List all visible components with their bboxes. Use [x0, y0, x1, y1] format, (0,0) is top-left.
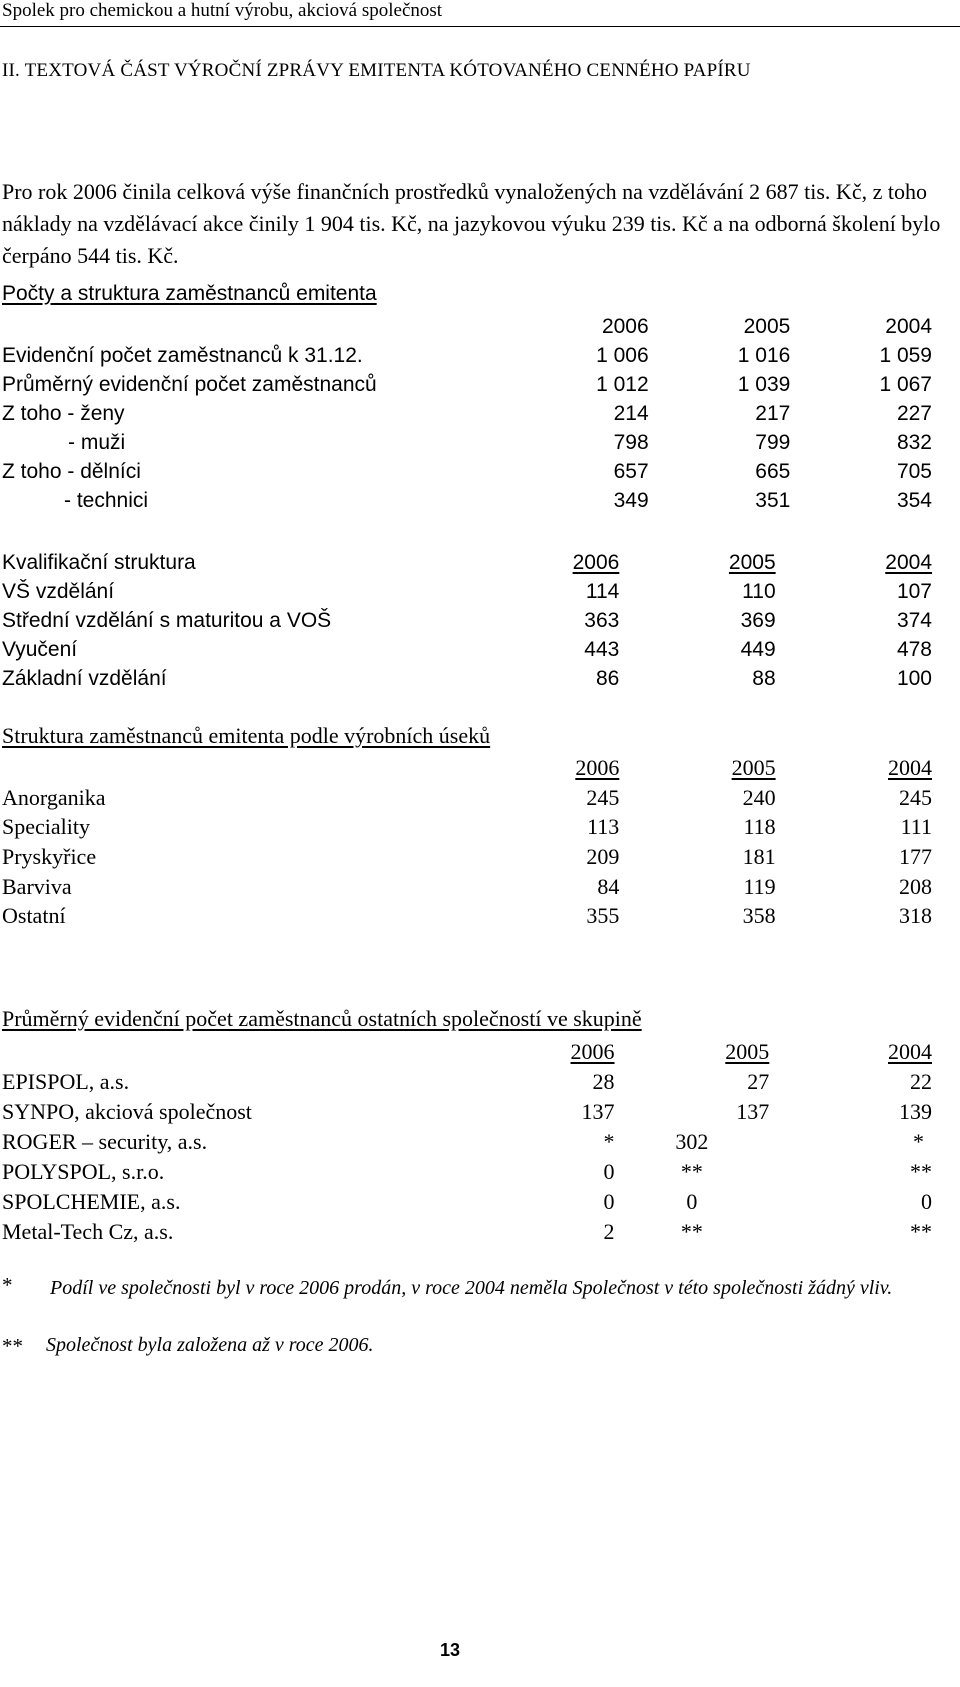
cell-value: 177 [899, 844, 932, 870]
table-row [2, 1216, 932, 1246]
year-header-cell [776, 548, 932, 577]
intro-paragraph [2, 176, 942, 272]
year-header: 2005 [725, 1038, 770, 1064]
cell-value: 119 [743, 873, 776, 899]
row-label: Barviva [2, 873, 72, 899]
year-header: 2004 [885, 551, 932, 574]
cell-value: 302 [675, 1128, 709, 1154]
employee-count-table [2, 312, 932, 515]
year-header: 2005 [728, 551, 776, 574]
row-label: Pryskyřice [2, 844, 97, 870]
year-header-cell [460, 1036, 615, 1066]
cell-value: ** [680, 1158, 703, 1184]
header-spacer [2, 312, 507, 341]
cell-value: ** [910, 1218, 932, 1244]
table-row [2, 901, 932, 931]
row-label: POLYSPOL, s.r.o. [2, 1158, 165, 1184]
qualification-table [2, 548, 932, 693]
table-row [2, 1096, 932, 1126]
year-header: 2006 [570, 1038, 615, 1064]
cell-value: 1 059 [879, 344, 932, 367]
intro-text: Pro rok 2006 činila celková výše finančních prostředků vynaložených na vzdělávání 2 687 tis. Kč, z toho náklady na vzdělávací akce činily 1 904 tis. Kč, na jazykovou výuku 239 tis. Kč a na odborná školení bylo čerpáno 544 tis. Kč. [2, 179, 941, 268]
cell-value: 227 [896, 402, 932, 425]
cell-value: 363 [584, 609, 620, 632]
row-label: ROGER – security, a.s. [2, 1128, 208, 1154]
row-label: EPISPOL, a.s. [2, 1068, 130, 1094]
table-row [2, 341, 932, 370]
cell-value: 137 [736, 1098, 770, 1124]
cell-value: 181 [742, 844, 776, 870]
table4-title: Průměrný evidenční počet zaměstnanců ostatních společností ve skupině [2, 1006, 642, 1031]
year-header: 2005 [731, 755, 776, 781]
year-header-cell [776, 753, 932, 783]
footnote-text: Společnost byla založena až v roce 2006. [46, 1334, 374, 1356]
cell-value: 349 [613, 489, 649, 512]
table-header-row [2, 1036, 932, 1066]
row-label: Vyučení [2, 638, 78, 661]
cell-value: 209 [586, 844, 620, 870]
cell-value: 358 [742, 903, 776, 929]
cell-value: 351 [755, 489, 791, 512]
table-header-row [2, 548, 932, 577]
year-header-cell [463, 753, 619, 783]
cell-value: 111 [900, 814, 932, 840]
table3-title: Struktura zaměstnanců emitenta podle výrobních úseků [2, 723, 491, 748]
cell-value: 1 067 [879, 373, 932, 396]
cell-value: 832 [896, 431, 932, 454]
table-row [2, 842, 932, 872]
table-row [2, 812, 932, 842]
cell-value: 27 [747, 1068, 770, 1094]
year-header: 2005 [743, 315, 791, 338]
division-structure-table [2, 753, 932, 931]
table-row [2, 1186, 932, 1216]
cell-value: 1 012 [596, 373, 649, 396]
table-row [2, 664, 932, 693]
cell-value: 240 [742, 784, 776, 810]
row-label: Z toho - ženy [2, 402, 125, 425]
row-label: VŠ vzdělání [2, 580, 115, 603]
table-row [2, 457, 932, 486]
cell-value: 217 [755, 402, 791, 425]
header-rule [0, 26, 960, 27]
cell-value: 114 [585, 580, 620, 603]
cell-value: 0 [603, 1188, 615, 1214]
cell-value: ** [680, 1218, 703, 1244]
cell-value: 665 [755, 460, 791, 483]
row-label: Průměrný evidenční počet zaměstnanců [2, 373, 377, 396]
table-header-row [2, 312, 932, 341]
cell-value: 107 [896, 580, 932, 603]
cell-value: 449 [740, 638, 776, 661]
cell-value: 0 [686, 1188, 698, 1214]
table-row [2, 871, 932, 901]
year-header: 2004 [885, 315, 932, 338]
row-label: Anorganika [2, 784, 106, 810]
table-row [2, 635, 932, 664]
row-label: Z toho - dělníci [2, 460, 141, 483]
cell-value: 245 [586, 784, 620, 810]
cell-value: 0 [921, 1188, 932, 1214]
group-companies-table [2, 1036, 932, 1246]
table2-title: Kvalifikační struktura [2, 551, 196, 574]
table-row [2, 428, 932, 457]
cell-value: 245 [899, 784, 932, 810]
cell-value: 799 [755, 431, 791, 454]
cell-value: 208 [899, 873, 932, 899]
cell-value: 705 [896, 460, 932, 483]
cell-value: * [913, 1128, 924, 1154]
row-label: Střední vzdělání s maturitou a VOŠ [2, 609, 332, 632]
year-header: 2006 [575, 755, 620, 781]
cell-value: 657 [613, 460, 649, 483]
footnote-mark: ** [2, 1334, 23, 1358]
table-row [2, 486, 932, 515]
cell-value: 137 [581, 1098, 615, 1124]
year-header: 2004 [888, 1038, 932, 1064]
cell-value: 1 006 [596, 344, 649, 367]
page-number: 13 [440, 1640, 461, 1660]
section-title: II. TEXTOVÁ ČÁST VÝROČNÍ ZPRÁVY EMITENTA KÓTOVANÉHO CENNÉHO PAPÍRU [2, 60, 751, 81]
cell-value: 139 [899, 1098, 932, 1124]
cell-value: 443 [584, 638, 620, 661]
cell-value: 28 [592, 1068, 615, 1094]
cell-value: 374 [896, 609, 932, 632]
cell-value: 318 [899, 903, 932, 929]
row-label: Ostatní [2, 903, 66, 929]
table-row [2, 1066, 932, 1096]
cell-value: 86 [595, 667, 620, 690]
row-label: SPOLCHEMIE, a.s. [2, 1188, 181, 1214]
year-header-cell [615, 1036, 770, 1066]
year-header-cell [463, 548, 619, 577]
table-row [2, 1126, 932, 1156]
footnote-mark: * [2, 1273, 13, 1297]
year-header-cell [619, 753, 775, 783]
table-row [2, 1156, 932, 1186]
year-header: 2004 [888, 755, 932, 781]
row-label: Základní vzdělání [2, 667, 167, 690]
row-label: SYNPO, akciová společnost [2, 1098, 252, 1124]
cell-value: 110 [742, 580, 776, 603]
footnote-text: Podíl ve společnosti byl v roce 2006 prodán, v roce 2004 neměla Společnost v této společnosti žádný vliv. [50, 1277, 893, 1299]
table-row [2, 577, 932, 606]
cell-value: 354 [896, 489, 932, 512]
row-label: Evidenční počet zaměstnanců k 31.12. [2, 344, 363, 367]
table-row [2, 399, 932, 428]
cell-value: 22 [910, 1068, 932, 1094]
company-header: Spolek pro chemickou a hutní výrobu, akciová společnost [2, 0, 443, 21]
header-spacer [2, 1036, 460, 1066]
cell-value: 0 [603, 1158, 615, 1184]
table-row [2, 370, 932, 399]
cell-value: 118 [743, 814, 776, 840]
cell-value: 2 [603, 1218, 615, 1244]
cell-value: 100 [896, 667, 932, 690]
cell-value: 369 [740, 609, 776, 632]
cell-value: 113 [587, 814, 620, 840]
cell-value: 88 [752, 667, 776, 690]
year-header: 2006 [601, 315, 649, 338]
year-header: 2006 [572, 551, 620, 574]
cell-value: 1 016 [737, 344, 791, 367]
cell-value: 798 [613, 431, 649, 454]
row-label: Speciality [2, 814, 90, 840]
table-header-row [2, 753, 932, 783]
row-label: - muži [68, 431, 126, 454]
cell-value: 1 039 [737, 373, 791, 396]
cell-value: 478 [896, 638, 932, 661]
cell-value: * [603, 1128, 615, 1154]
cell-value: 355 [586, 903, 620, 929]
year-header-cell [769, 1036, 932, 1066]
cell-value: 214 [613, 402, 649, 425]
year-header-cell [619, 548, 775, 577]
cell-value: ** [910, 1158, 932, 1184]
table-row [2, 783, 932, 813]
row-label: - technici [64, 489, 149, 512]
header-spacer [2, 753, 463, 783]
cell-value: 84 [597, 873, 620, 899]
table1-title: Počty a struktura zaměstnanců emitenta [2, 282, 377, 305]
row-label: Metal-Tech Cz, a.s. [2, 1218, 174, 1244]
table-row [2, 606, 932, 635]
